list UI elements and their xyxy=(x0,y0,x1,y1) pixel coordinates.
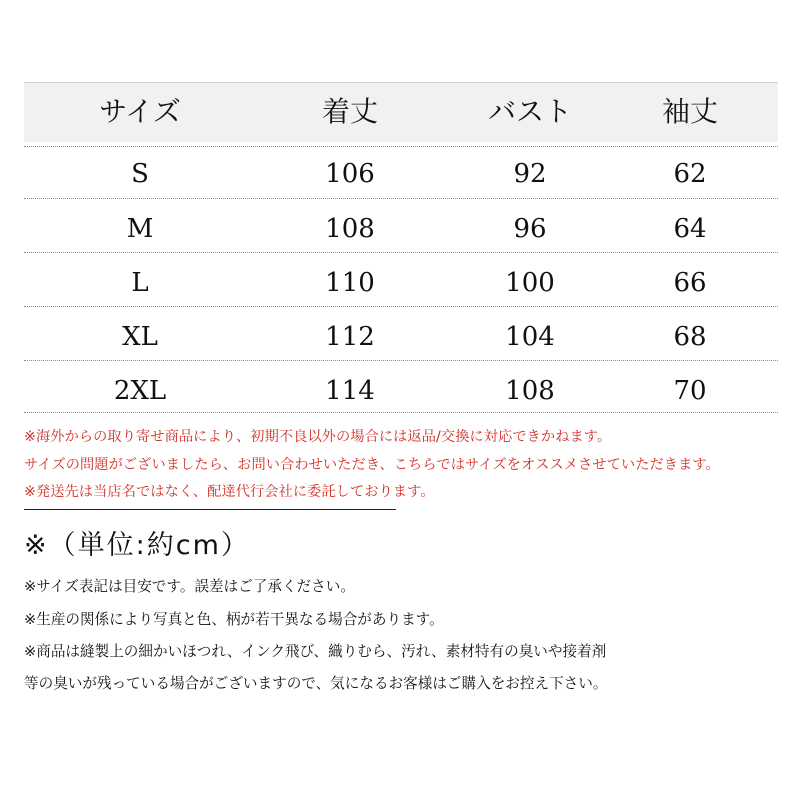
table-cell: 104 xyxy=(505,322,555,352)
notice-line-3: ※発送先は当店名ではなく、配達代行会社に委託しております。 xyxy=(24,484,435,500)
notice-line-2: サイズの問題がございましたら、お問い合わせいただき、こちらではサイズをオススメさせていただきます。 xyxy=(24,457,720,473)
table-rule xyxy=(24,306,778,307)
column-header: 袖丈 xyxy=(661,95,718,128)
table-cell: 100 xyxy=(505,268,555,298)
table-cell: 96 xyxy=(513,214,547,244)
note-line-3: ※商品は縫製上の細かいほつれ、インク飛び、織りむら、汚れ、素材特有の臭いや接着剤 xyxy=(24,643,607,660)
table-rule xyxy=(24,360,778,361)
table-rule xyxy=(24,146,778,147)
size-label: S xyxy=(131,159,149,189)
size-label: M xyxy=(126,214,154,244)
table-rule xyxy=(24,198,778,199)
notice-line-1: ※海外からの取り寄せ商品により、初期不良以外の場合には返品/交換に対応できかねます。 xyxy=(24,429,612,445)
note-line-4: 等の臭いが残っている場合がございますので、気になるお客様はご購入をお控え下さい。 xyxy=(24,675,608,692)
table-cell: 64 xyxy=(673,214,707,244)
column-header: 着丈 xyxy=(321,95,378,128)
note-line-1: ※サイズ表記は目安です。誤差はご了承ください。 xyxy=(24,578,355,595)
table-cell: 66 xyxy=(673,268,707,298)
size-label: XL xyxy=(122,322,158,352)
table-rule xyxy=(24,412,778,413)
table-cell: 112 xyxy=(325,322,375,352)
table-cell: 92 xyxy=(513,159,547,189)
unit-divider xyxy=(24,509,396,510)
column-header: バスト xyxy=(487,95,572,128)
table-cell: 114 xyxy=(325,376,375,406)
size-label: 2XL xyxy=(113,376,167,406)
table-cell: 70 xyxy=(673,376,707,406)
column-header: サイズ xyxy=(99,95,181,128)
note-line-2: ※生産の関係により写真と色、柄が若干異なる場合があります。 xyxy=(24,611,444,628)
table-cell: 68 xyxy=(673,322,707,352)
table-rule xyxy=(24,82,778,83)
table-cell: 62 xyxy=(673,159,707,189)
table-cell: 108 xyxy=(505,376,555,406)
size-label: L xyxy=(131,268,149,298)
unit-title: ※（単位:約cm） xyxy=(24,530,250,561)
table-cell: 108 xyxy=(325,214,375,244)
table-rule xyxy=(24,252,778,253)
table-cell: 110 xyxy=(325,268,375,298)
table-cell: 106 xyxy=(325,159,375,189)
